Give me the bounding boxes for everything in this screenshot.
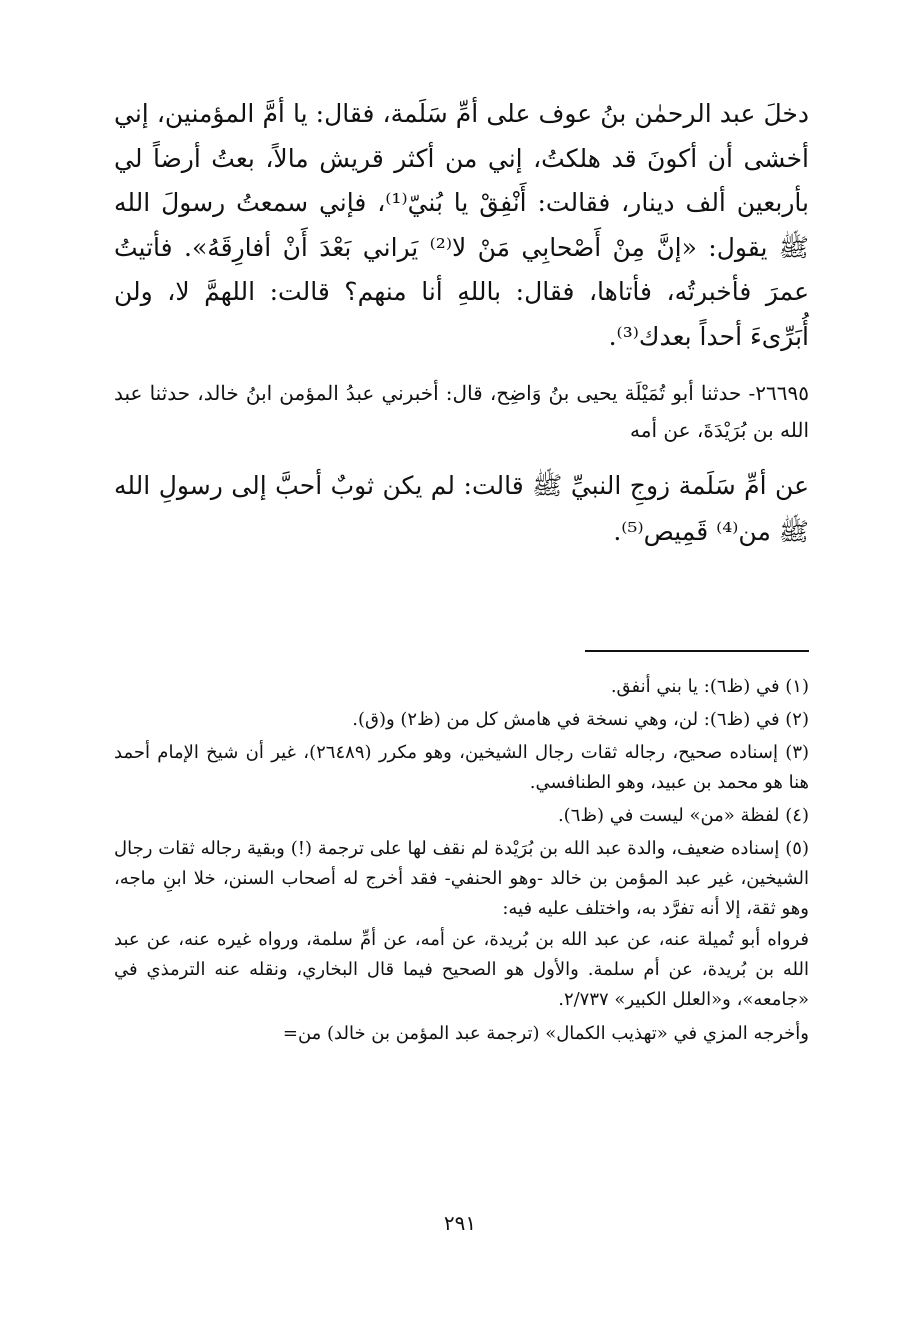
hadith-paragraph-1: دخلَ عبد الرحمٰن بنُ عوف على أمِّ سَلَمة، فقال: يا أمَّ المؤمنين، إني أخشى أن أكونَ قد هلكتُ، إني من أكثر قريش مالاً، بعتُ أرضاً لي بأربعين ألف دينار، فقالت: أَنْفِقْ يا بُنيّ⁽¹⁾، فإني سمعتُ رسولَ الله ﷺ يقول: «إنَّ مِنْ أَصْحابِي مَنْ لا⁽²⁾ يَراني بَعْدَ أَنْ أفارِقَهُ». فأتيتُ عمرَ فأخبرتُه، فأتاها، فقال: باللهِ أنا منهم؟ قالت: اللهمَّ لا، ولن أُبَرِّىءَ أحداً بعدك⁽³⁾. <box>114 99 809 351</box>
footnotes <box>114 672 809 1053</box>
page-number: ٢٩١ <box>443 1211 477 1235</box>
footnote-1: (١) في (ظ٦): يا بني أنفق. <box>610 676 809 697</box>
footnote-5-continuation-2: وأخرجه المزي في «تهذيب الكمال» (ترجمة عبد المؤمن بن خالد) من= <box>282 1023 809 1044</box>
footnote-4: (٤) لفظة «من» ليست في (ظ٦). <box>557 805 809 826</box>
footnote-2: (٢) في (ظ٦): لن، وهي نسخة في هامش كل من (ظ٢) و(ق). <box>352 709 809 730</box>
isnad-paragraph: ٢٦٦٩٥- حدثنا أبو تُمَيْلَة يحيى بنُ وَاضِح، قال: أخبرني عبدُ المؤمن ابنُ خالد، حدثنا عبد الله بن بُرَيْدَةَ، عن أمه <box>114 381 809 442</box>
footnote-5: (٥) إسناده ضعيف، والدة عبد الله بن بُرَيْدة لم نقف لها على ترجمة (!) وبقية رجاله ثقات رجال الشيخين، غير عبد المؤمن بن خالد -وهو الحنفي- فقد أخرج له أصحاب السنن، خلا ابنِ ماجه، وهو ثقة، إلا أنه تفرَّد به، واختلف عليه فيه: <box>114 838 809 919</box>
hadith-paragraph-2: عن أمِّ سَلَمة زوجِ النبيِّ ﷺ قالت: لم يكن ثوبٌ أحبَّ إلى رسولِ الله ﷺ من⁽⁴⁾ قَمِيص⁽⁵⁾. <box>114 471 809 546</box>
footnote-3: (٣) إسناده صحيح، رجاله ثقات رجال الشيخين، وهو مكرر (٢٦٤٨٩)، غير أن شيخ الإمام أحمد هنا هو محمد بن عبيد، وهو الطنافسي. <box>114 742 810 793</box>
main-text <box>114 92 809 555</box>
footnote-divider <box>585 650 809 652</box>
footnote-5-continuation-1: فرواه أبو تُميلة عنه، عن عبد الله بن بُريدة، عن أمه، عن أمِّ سلمة، ورواه غيره عنه، عن عبد الله بن بُريدة، عن أم سلمة. والأول هو الصحيح فيما قال البخاري، ونقله عنه الترمذي في «جامعه»، و«العلل الكبير» ٢/٧٣٧. <box>114 929 809 1010</box>
